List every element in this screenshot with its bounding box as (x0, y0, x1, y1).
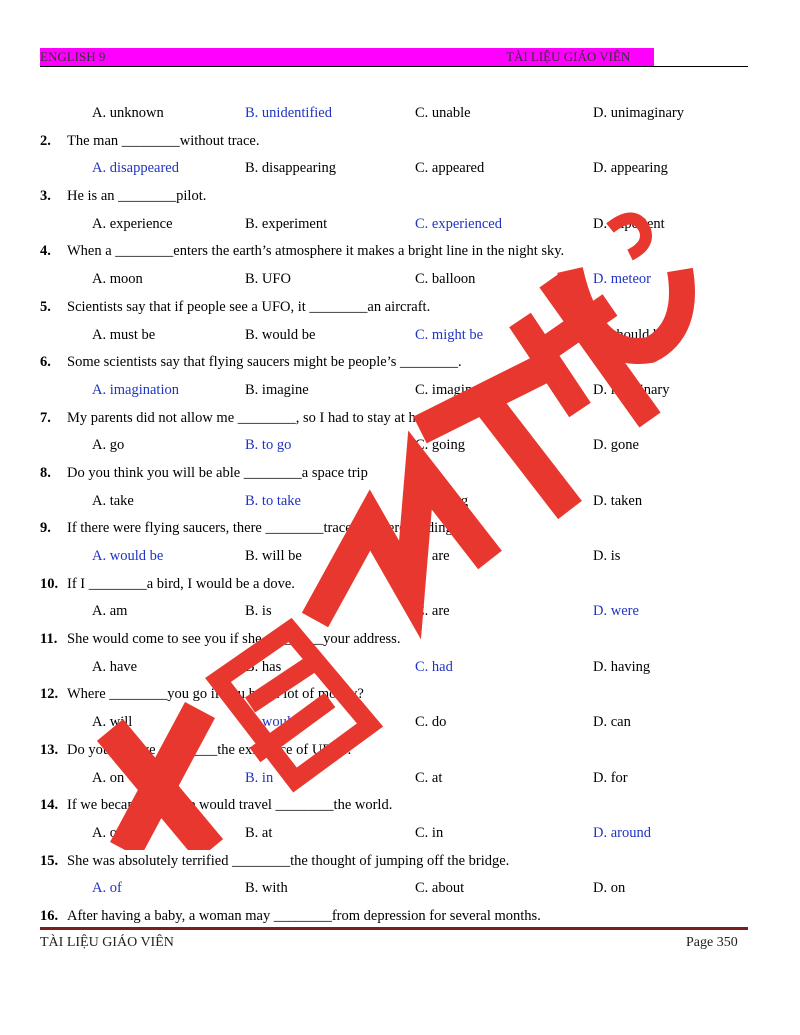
question-number: 5. (40, 298, 51, 315)
options-row (40, 432, 750, 460)
options-row (40, 488, 750, 516)
answer-option-correct: A. imagination (92, 381, 179, 398)
answer-option: B. disappearing (245, 160, 337, 177)
answer-option: B. will be (245, 548, 302, 564)
answer-option: A. have (92, 658, 138, 675)
answer-option: C. are (415, 603, 450, 620)
answer-option-correct: D. around (593, 824, 651, 841)
question-text: Where ________you go if you had a lot of money? (67, 686, 364, 703)
answer-option: D. appearing (593, 160, 668, 177)
answer-option: B. imagine (245, 381, 309, 398)
answer-option-correct: B. would (245, 714, 299, 731)
answer-option: A. must be (92, 326, 156, 343)
question-text: When a ________enters the earth’s atmosphere it makes a bright line in the night sky. (67, 243, 565, 260)
answer-option-correct: A. disappeared (92, 160, 179, 177)
question-row (40, 128, 750, 156)
answer-option: B. would be (245, 326, 316, 343)
header-subject: ENGLISH 9 (40, 49, 106, 64)
question-number: 7. (40, 409, 51, 426)
question-row (40, 183, 750, 211)
answer-option-correct: B. in (245, 769, 274, 786)
footer-rule (40, 927, 748, 930)
question-row (40, 848, 750, 876)
answer-option: B. at (245, 824, 273, 841)
options-row (40, 211, 750, 239)
question-number: 6. (40, 354, 51, 371)
options-row (40, 765, 750, 793)
answer-option: D. having (593, 658, 651, 675)
question-row (40, 626, 750, 654)
options-row (40, 709, 750, 737)
question-row (40, 571, 750, 599)
answer-option: D. unimaginary (593, 105, 685, 121)
answer-option: A. on (92, 769, 125, 786)
question-text: She was absolutely terrified ________the thought of jumping off the bridge. (67, 852, 510, 869)
options-row (40, 875, 750, 903)
answer-option: C. imaginative (415, 381, 501, 398)
question-text: Scientists say that if people see a UFO, it ________an aircraft. (67, 298, 431, 315)
options-row (40, 377, 750, 405)
question-number: 13. (40, 741, 59, 758)
answer-option: C. in (415, 824, 444, 841)
page-number: Page 350 (686, 935, 738, 950)
answer-option-correct: C. might be (415, 326, 484, 343)
answer-option: C. about (415, 880, 465, 897)
answer-option: B. has (245, 658, 282, 675)
answer-option: B. is (245, 603, 272, 620)
answer-option: A. am (92, 603, 128, 620)
answer-option: D. experient (593, 215, 665, 232)
answer-option: C. going (415, 437, 465, 454)
answer-option: D. should be (593, 326, 667, 343)
answer-option-correct: D. were (593, 603, 639, 620)
answer-option: D. on (593, 880, 626, 897)
options-row (40, 543, 750, 571)
answer-option-correct: B. unidentified (245, 105, 332, 121)
question-row (40, 294, 750, 322)
question-number: 16. (40, 907, 59, 924)
answer-option: A. on (92, 824, 125, 841)
answer-option: D. imaginary (593, 381, 670, 398)
question-row (40, 349, 750, 377)
answer-option: B. UFO (245, 271, 291, 288)
question-number: 4. (40, 243, 51, 260)
question-text: Do you believe ________the existence of UFOs? (67, 741, 353, 758)
options-row (40, 155, 750, 183)
answer-option: D. taken (593, 492, 643, 509)
question-text: If we became rich, we would travel ________the world. (67, 797, 393, 814)
question-text: She would come to see you if she ________your address. (67, 631, 401, 648)
answer-option-correct: A. of (92, 880, 122, 897)
question-text: He is an ________pilot. (67, 188, 207, 205)
question-number: 15. (40, 852, 59, 869)
question-row (40, 515, 750, 543)
answer-option: C. at (415, 769, 443, 786)
question-row (40, 460, 750, 488)
answer-option: A. go (92, 437, 125, 454)
question-number: 12. (40, 686, 59, 703)
answer-option: A. experience (92, 215, 173, 232)
footer-doc-type: TÀI LIỆU GIÁO VIÊN (40, 935, 174, 950)
answer-option: B. experiment (245, 215, 328, 232)
question-number: 10. (40, 575, 59, 592)
options-row (40, 654, 750, 682)
answer-option: D. for (593, 769, 628, 786)
answer-option: B. with (245, 880, 288, 897)
question-text: After having a baby, a woman may ________from depression for several months. (67, 907, 541, 924)
page-header (40, 48, 748, 67)
answer-option: C. appeared (415, 160, 485, 177)
options-row (40, 598, 750, 626)
question-row (40, 238, 750, 266)
options-row (40, 820, 750, 848)
header-doc-type: TÀI LIỆU GIÁO VIÊN (506, 49, 631, 64)
options-row (40, 266, 750, 294)
question-row (40, 405, 750, 433)
answer-option: C. taking (415, 492, 469, 509)
answer-option: A. will (92, 714, 133, 731)
answer-option-correct: D. meteor (593, 271, 651, 288)
question-text: If there were flying saucers, there ________traces of there landing. (67, 520, 457, 537)
answer-option: A. take (92, 492, 134, 509)
answer-option: A. unknown (92, 105, 164, 121)
answer-option: C. balloon (415, 271, 476, 288)
options-row (40, 322, 750, 350)
answer-option: A. moon (92, 271, 143, 288)
answer-option-correct: B. to go (245, 437, 292, 454)
answer-option: C. unable (415, 105, 471, 121)
question-text: Do you think you will be able ________a space trip (67, 464, 368, 481)
question-text: Some scientists say that flying saucers might be people’s ________. (67, 354, 462, 371)
answer-option-correct: A. would be (92, 548, 164, 564)
question-number: 2. (40, 132, 51, 149)
question-row (40, 792, 750, 820)
question-text: The man ________without trace. (67, 132, 260, 149)
question-number: 11. (40, 631, 58, 648)
question-number: 9. (40, 520, 51, 537)
answer-option-correct: C. experienced (415, 215, 502, 232)
question-text: If I ________a bird, I would be a dove. (67, 575, 295, 592)
answer-option: D. is (593, 548, 621, 564)
question-text: My parents did not allow me ________, so I had to stay at home. (67, 409, 445, 426)
question-number: 8. (40, 464, 51, 481)
answer-option-correct: B. to take (245, 492, 301, 509)
question-number: 3. (40, 188, 51, 205)
question-number: 14. (40, 797, 59, 814)
question-list (40, 100, 750, 931)
answer-option: C. do (415, 714, 447, 731)
answer-option: D. can (593, 714, 631, 731)
answer-option: D. gone (593, 437, 639, 454)
answer-option: C. are (415, 548, 450, 564)
answer-option-correct: C. had (415, 658, 453, 675)
question-row (40, 681, 750, 709)
question-row (40, 737, 750, 765)
options-row (40, 100, 750, 128)
